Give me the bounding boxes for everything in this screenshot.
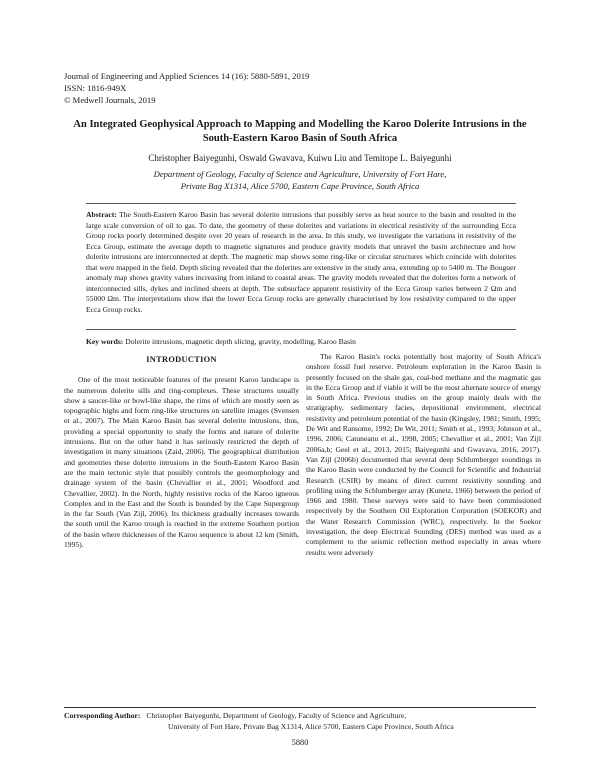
corresponding-line-2: University of Fort Hare, Private Bag X1314, Alice 5700, Eastern Cape Province, South Africa	[168, 721, 454, 731]
abstract-bottom-rule	[86, 329, 516, 330]
intro-paragraph-left: One of the most noticeable features of the present Karoo landscape is the numerous dolerite sills and ring-complexes. These structures usually show a saucer-like or bowl-like shape, the rims of which are mostly seen as topographic highs and form ring-like structures on satellite images (Svensen et al., 2007). The Main Karoo Basin has several dolerite intrusions, thus, providing a special opportunity to study the forms and nature of dolerite intrusions. But on the other hand it has seriously restricted the depth of investigation in many situations (Zaid, 2006). The geographical distribution and geometries these dolerite intrusions in the South-Eastern Karoo Basin are the main tectonic style that possibly controls the geomorphology and drainage system of the basin (Chevallier et al., 2001; Woodford and Chevallier, 2002). In the North, highly resistive rocks of the Karoo igneous Complex and in the East and the South is bounded by the Cape Supergroup in the far South (Van Zijl, 2006). Its thickness gradually increases towards the south until the Karoo trough is reached in the extreme Southern portion of the basin where thicknesses of the Karoo sequence is about 12 km (Smith, 1995).	[64, 375, 299, 550]
keywords-block	[86, 337, 516, 347]
corresponding-line-1: Christopher Baiyegunhi, Department of Geology, Faculty of Science and Agriculture,	[146, 711, 407, 720]
page-number: 5880	[291, 738, 309, 747]
abstract-label: Abstract:	[86, 210, 117, 219]
paper-title: An Integrated Geophysical Approach to Mapping and Modelling the Karoo Dolerite Intrusions in the South-Eastern Karoo Basin of South Africa	[73, 119, 527, 144]
journal-issn: ISSN: 1816-949X	[64, 83, 127, 93]
abstract-text: The South-Eastern Karoo Basin has several dolerite intrusions that possibly serve as heat source to the basin and resulted in the large scale conversion of oil to gas. To date, the geometry of these dolerites and variations in electrical resistivity of the surrounding Ecca Group rocks poorly determined despite over 20 years of research in the area. In this study, we investigate the variations in resistivity of the Ecca Group, estimate the average depth to magnetic signatures and produce gravity models that unravel the basin architecture and how dolerite intrusions are interconnected at depth. The magnetic map shows some ring-like or circular structures which coincide with dolerites that were mapped in the field. Depth slicing revealed that the dolerites are extensive in the study area, extending up to 5400 m. The Bouguer anomaly map shows gravity values increasing from inland to coastal areas. The gravity models revealed that the dolerites form a network of interconnected sills, dykes and inclined sheets at depth. The subsurface apparent resistivity of the Ecca Group varies between 2 Ωm and 55000 Ωm. The interpretations show that the lower Ecca Group rocks are generally characterised by low resistivity compared to the upper Ecca Group rocks.	[86, 210, 517, 314]
corresponding-author	[64, 711, 544, 732]
author-list: Christopher Baiyegunhi, Oswald Gwavava, Kuiwu Liu and Temitope L. Baiyegunhi	[148, 153, 452, 163]
left-column	[64, 350, 299, 550]
abstract-block	[86, 210, 516, 315]
right-column	[306, 352, 541, 558]
keywords-label: Key words:	[86, 337, 124, 346]
journal-citation: Journal of Engineering and Applied Sciences 14 (16): 5880-5891, 2019	[64, 71, 310, 81]
journal-copyright: © Medwell Journals, 2019	[64, 95, 156, 105]
footer-rule	[64, 707, 536, 708]
keywords-text: Dolerite intrusions, magnetic depth slicing, gravity, modelling, Karoo Basin	[125, 337, 356, 346]
affiliation	[70, 168, 530, 192]
abstract-top-rule	[86, 203, 516, 204]
intro-paragraph-right: The Karoo Basin's rocks potentially host majority of South Africa's onshore fossil fuel reserve. Petroleum exploration in the Karoo Basin is presently focused on the shale gas, coal-bed methane and the magmatic gas in the Ecca Group and if viable it will be the most alternate source of energy in South Africa. Previous studies on the group mainly deals with the stratigraphy, sedimentary facies, depositional environment, electrical resistivity and petroleum potential of the basin (Kingsley, 1981; Smith, 1995; De Wit and Ransome, 1992; De Wit, 2011; Smith et al., 1993; Johnson et al., 1996, 2006; Catuneanu et al., 1998, 2005; Chevallier et al., 2001; Van Zijl 2006a,b; Geel et al., 2013, 2015; Baiyegunhi and Gwavava, 2016, 2017). Van Zijl (2006b) documented that several deep Schlumberger soundings in the Karoo Basin were conducted by the Council for Scientific and Industrial Research (CSIR) by means of direct current resistivity sounding and profiling using the Schlumberger array (Kunetz, 1966) between the period of 1966 and 1980. These surveys were said to have been commissioned respectively by the Southern Oil Exploration Corporation (SOEKOR) and the Water Research Commission (WRC), respectively. In the Soekor investigation, the deep Electrical Sounding (DES) method was used as a complement to the seismic reflection method especially in areas where results were adversely	[306, 352, 541, 557]
introduction-heading: INTRODUCTION	[146, 355, 217, 364]
affiliation-line-1: Department of Geology, Faculty of Science and Agriculture, University of Fort Hare,	[153, 169, 447, 179]
corresponding-label: Corresponding Author:	[64, 711, 141, 720]
affiliation-line-2: Private Bag X1314, Alice 5700, Eastern Cape Province, South Africa	[180, 181, 420, 191]
journal-header	[64, 70, 309, 106]
